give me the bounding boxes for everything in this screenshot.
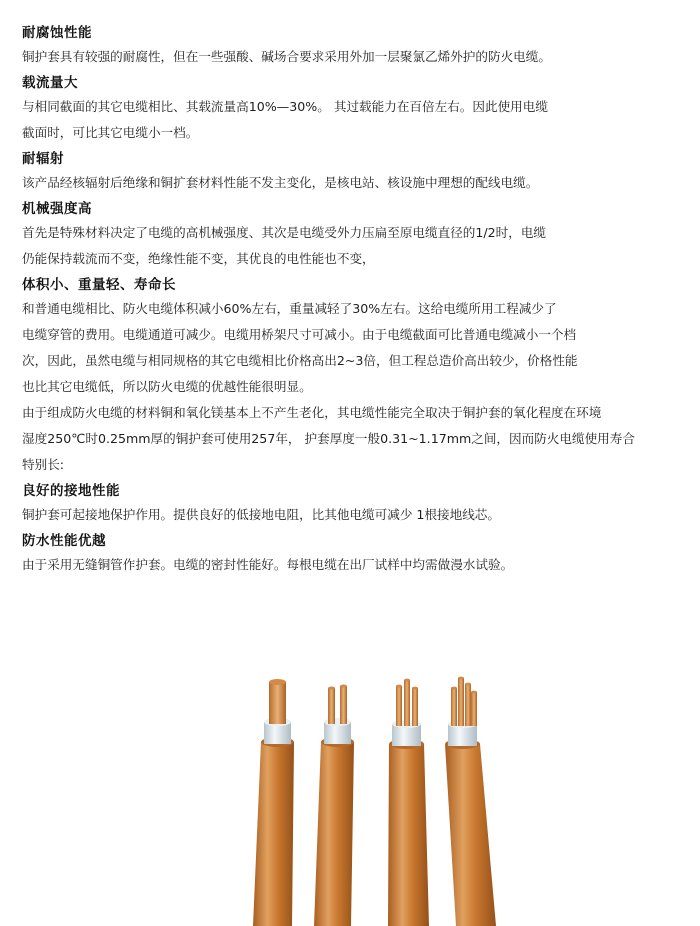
paragraph-line: 截面时，可比其它电缆小一档。 <box>22 125 199 140</box>
paragraph-line: 由于组成防火电缆的材料铜和氧化镁基本上不产生老化，其电缆性能完全取决于铜护套的氧化程度在环境 <box>22 405 602 420</box>
paragraph-line: 特别长: <box>22 457 65 472</box>
paragraph-line: 湿度250℃时0.25mm厚的铜护套可使用257年， 护套厚度一般0.31~1.17mm之间，因而防火电缆使用寿合 <box>22 431 635 446</box>
section-waterproof <box>22 530 684 578</box>
section-mechanical-strength <box>22 198 684 272</box>
paragraph-line: 与相同截面的其它电缆相比、其载流量高10%—30%。 其过载能力在百倍左右。因此使用电缆 <box>22 99 548 114</box>
section-title: 体积小、重量轻、寿命长 <box>22 277 176 293</box>
section-title: 良好的接地性能 <box>22 483 120 499</box>
paragraph-line: 铜护套可起接地保护作用。提供良好的低接地电阻，比其他电缆可减少 1根接地线芯。 <box>22 507 500 522</box>
paragraph-line: 首先是特殊材料决定了电缆的高机械强度、其次是电缆受外力压扁至原电缆直径的1/2时，电缆 <box>22 225 547 240</box>
document-body <box>22 22 684 580</box>
section-grounding <box>22 480 684 528</box>
paragraph-line: 仍能保持载流而不变，绝缘性能不变，其优良的电性能也不变， <box>22 251 375 266</box>
paragraph-line: 由于采用无缝铜管作护套。电缆的密封性能好。每根电缆在出厂试样中均需做漫水试验。 <box>22 557 514 572</box>
cable-four-core <box>445 677 496 926</box>
section-corrosion-resistance <box>22 22 684 70</box>
paragraph-line: 电缆穿管的费用。电缆通道可减少。电缆用桥架尺寸可减小。由于电缆截面可比普通电缆减小一个档 <box>22 327 577 342</box>
paragraph-line: 铜护套具有较强的耐腐性，但在一些强酸、碱场合要求采用外加一层聚氯乙烯外护的防火电缆。 <box>22 49 551 64</box>
paragraph-line: 该产品经核辐射后绝缘和铜扩套材料性能不发主变化，是核电站、核设施中理想的配线电缆。 <box>22 175 539 190</box>
section-current-capacity <box>22 72 684 146</box>
section-title: 机械强度高 <box>22 201 92 217</box>
paragraph-line: 和普通电缆相比、防火电缆体积减小60%左右，重量减轻了30%左右。这给电缆所用工程减少了 <box>22 301 557 316</box>
section-title: 载流量大 <box>22 75 78 91</box>
section-title: 防水性能优越 <box>22 533 106 549</box>
section-size-weight-life <box>22 274 684 478</box>
cable-three-core <box>388 679 429 926</box>
paragraph-line: 次，因此，虽然电缆与相同规格的其它电缆相比价格高出2~3倍，但工程总造价高出较少，价格性能 <box>22 353 578 368</box>
section-radiation-resistance <box>22 148 684 196</box>
section-title: 耐腐蚀性能 <box>22 25 92 41</box>
paragraph-line: 也比其它电缆低，所以防火电缆的优越性能很明显。 <box>22 379 312 394</box>
cable-single-core <box>253 679 294 926</box>
section-title: 耐辐射 <box>22 151 64 167</box>
cable-product-photo <box>248 664 508 926</box>
cable-two-core <box>314 685 354 926</box>
